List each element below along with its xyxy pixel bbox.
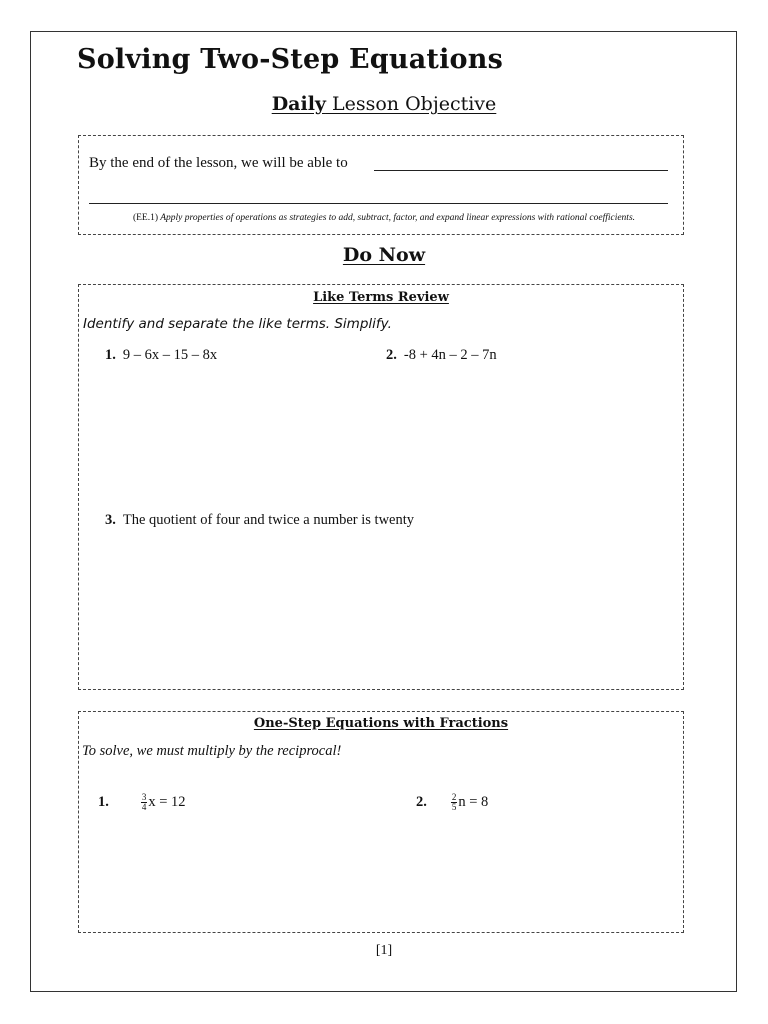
standard-text: Apply properties of operations as strategies to add, subtract, factor, and expand linear expressions with rational coefficients. bbox=[160, 213, 636, 223]
one-step-title: One-Step Equations with Fractions bbox=[253, 716, 509, 731]
fraction-denominator: 4 bbox=[141, 802, 147, 812]
one-step-instruction: To solve, we must multiply by the reciprocal! bbox=[82, 743, 342, 759]
page-title: Solving Two-Step Equations bbox=[77, 44, 503, 75]
fraction-numerator: 2 bbox=[451, 792, 457, 802]
problem-number: 3. bbox=[105, 512, 116, 528]
problem-number: 2. bbox=[386, 347, 397, 363]
problem-number: 2. bbox=[416, 794, 427, 810]
like-terms-title: Like Terms Review bbox=[313, 290, 449, 305]
one-step-problem-2 bbox=[416, 793, 488, 812]
like-terms-box bbox=[78, 284, 684, 690]
problem-text: 9 – 6x – 15 – 8x bbox=[122, 347, 218, 363]
like-terms-instruction: Identify and separate the like terms. Simplify. bbox=[83, 316, 392, 332]
standard-code: (EE.1) bbox=[132, 213, 159, 223]
page-number: [1] bbox=[375, 943, 393, 958]
objective-blank-line-2[interactable] bbox=[89, 203, 668, 204]
one-step-problem-1 bbox=[98, 793, 186, 812]
fraction bbox=[141, 793, 148, 812]
equation-rest: x = 12 bbox=[148, 794, 186, 810]
problem-text: The quotient of four and twice a number is twenty bbox=[122, 512, 415, 528]
like-terms-problem-3 bbox=[105, 512, 414, 529]
fraction-numerator: 3 bbox=[141, 792, 147, 802]
objective-heading-daily: Daily bbox=[271, 93, 326, 115]
standard-note bbox=[0, 213, 768, 223]
equation-rest: n = 8 bbox=[458, 794, 489, 810]
objective-heading bbox=[0, 93, 768, 115]
objective-sentence: By the end of the lesson, we will be able to bbox=[89, 155, 348, 171]
problem-text: -8 + 4n – 2 – 7n bbox=[403, 347, 497, 363]
objective-heading-rest: Lesson Objective bbox=[332, 93, 497, 115]
fraction bbox=[451, 793, 458, 812]
problem-number: 1. bbox=[98, 794, 109, 810]
do-now-heading: Do Now bbox=[342, 244, 426, 266]
like-terms-problem-1 bbox=[105, 347, 217, 364]
problem-number: 1. bbox=[105, 347, 116, 363]
like-terms-problem-2 bbox=[386, 347, 497, 364]
objective-blank-line-1[interactable] bbox=[374, 170, 668, 171]
fraction-denominator: 5 bbox=[451, 802, 457, 812]
